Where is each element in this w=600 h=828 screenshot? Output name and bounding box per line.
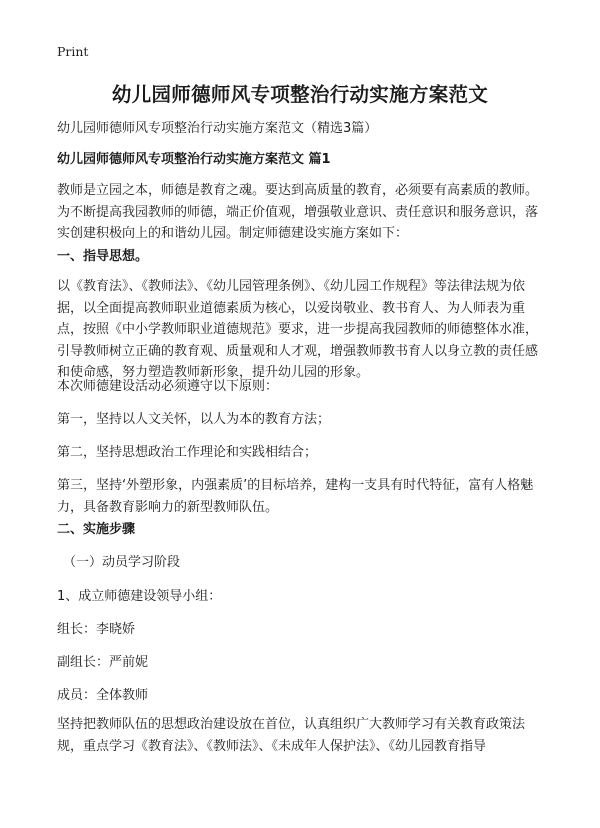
group-leader: 组长：李晓娇: [57, 622, 136, 637]
group-members: 成员：全体教师: [57, 688, 149, 703]
document-title: 幼儿园师德师风专项整治行动实施方案范文: [111, 83, 489, 106]
print-link[interactable]: Print: [57, 44, 89, 59]
principle-item: 第一，坚持以人文关怀，以人为本的教育方法；: [57, 412, 331, 427]
section-heading-guiding: 一、指导思想。: [57, 249, 149, 264]
guiding-paragraph: 以《教育法》、《教师法》、《幼儿园管理条例》、《幼儿园工作规程》等法律法规为依据，以全面提高教师职业道德素质为核心，以爱岗敬业、教书育人、为人师表为重点，按照《中小学教师职业道德规范》要求，进一步提高我园教师的师德整体水准，引导教师树立正确的教育观、质量观和人才观，增强教师教书育人以身立教的责任感和使命感，努力塑造教师新形象，提升幼儿园的形象。: [57, 279, 539, 380]
stage-heading: （一）动员学习阶段: [63, 555, 181, 570]
principle-intro: 本次师德建设活动必须遵守以下原则：: [57, 379, 279, 394]
document-subtitle: 幼儿园师德师风专项整治行动实施方案范文（精选3篇）: [57, 121, 378, 136]
piece-heading: 幼儿园师德师风专项整治行动实施方案范文 篇1: [57, 152, 331, 167]
principle-item: 第二，坚持思想政治工作理论和实践相结合；: [57, 445, 318, 460]
principle-item: 第三，坚持‘外塑形象，内强素质’的目标培养，建构一支具有时代特征，富有人格魅力，具备教育影响力的新型教师队伍。: [57, 478, 534, 515]
closing-paragraph: 坚持把教师队伍的思想政治建设放在首位，认真组织广大教师学习有关教育政策法规，重点学习《教育法》、《教师法》、《未成年人保护法》、《幼儿园教育指导: [57, 717, 526, 754]
intro-paragraph: 教师是立园之本，师德是教育之魂。要达到高质量的教育，必须要有高素质的教师。为不断提高我园教师的师德，端正价值观，增强敬业意识、责任意识和服务意识，落实创建积极向上的和谐幼儿园。制定师德建设实施方案如下：: [57, 183, 539, 241]
section-heading-steps: 二、实施步骤: [57, 522, 136, 537]
step-item: 1、成立师德建设领导小组：: [57, 589, 222, 604]
group-deputy-leader: 副组长：严前妮: [57, 655, 149, 670]
